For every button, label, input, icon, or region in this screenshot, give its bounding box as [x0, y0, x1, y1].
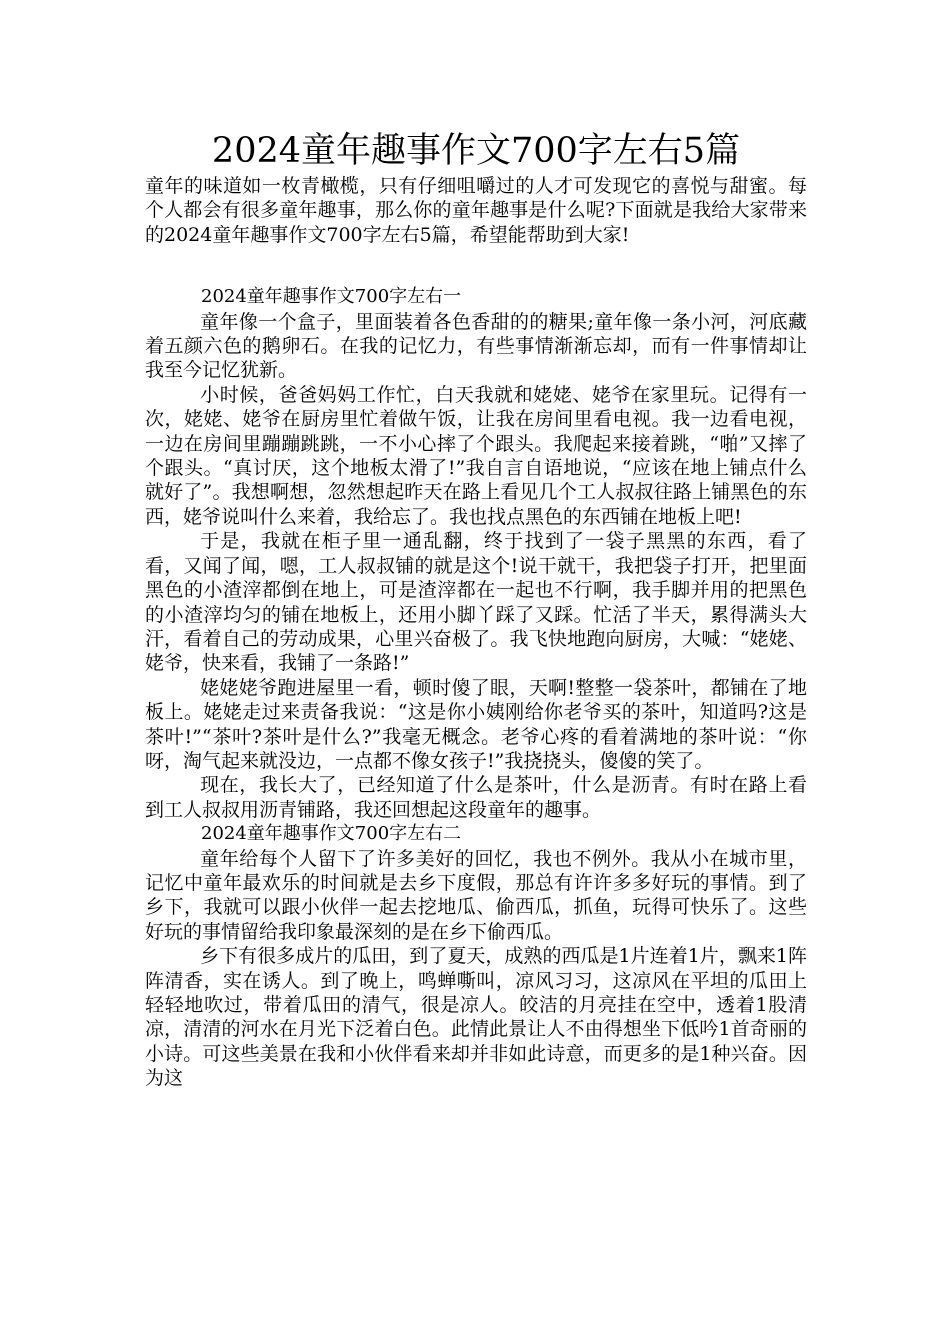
document-title: 2024童年趣事作文700字左右5篇	[211, 131, 741, 171]
paragraph: 于是，我就在柜子里一通乱翻，终于找到了一袋子黑黑的东西，看了看，又闻了闻，嗯，工人叔叔铺的就是这个!说干就干，我把袋子打开，把里面黑色的小渣滓都倒在地上，可是渣滓都在一起也不行啊，我手脚并用的把黑色的小渣滓均匀的铺在地板上，还用小脚丫踩了又踩。忙活了半天，累得满头大汗，看着自己的劳动成果，心里兴奋极了。我飞快地跑向厨房，大喊：“姥姥、姥爷，快来看，我铺了一条路!”	[145, 530, 807, 675]
section-1	[145, 285, 807, 822]
section-heading: 2024童年趣事作文700字左右二	[201, 823, 462, 845]
paragraph: 童年给每个人留下了许多美好的回忆，我也不例外。我从小在城市里，记忆中童年最欢乐的时间就是去乡下度假，那总有许许多多好玩的事情。到了乡下，我就可以跟小伙伴一起去挖地瓜、偷西瓜，抓鱼，玩得可快乐了。这些好玩的事情留给我印象最深刻的是在乡下偷西瓜。	[145, 847, 807, 943]
paragraph: 姥姥姥爷跑进屋里一看，顿时傻了眼，天啊!整整一袋茶叶，都铺在了地板上。姥姥走过来责备我说：“这是你小姨刚给你老爷买的茶叶，知道吗?这是茶叶!”“茶叶?茶叶是什么?”我毫无概念。老爷心疼的看着满地的茶叶说：“你呀，淘气起来就没边，一点都不像女孩子!”我挠挠头，傻傻的笑了。	[145, 676, 807, 772]
intro-paragraph: 童年的味道如一枚青橄榄，只有仔细咀嚼过的人才可发现它的喜悦与甜蜜。每个人都会有很多童年趣事，那么你的童年趣事是什么呢?下面就是我给大家带来的2024童年趣事作文700字左右5篇，希望能帮助到大家!	[145, 175, 807, 246]
paragraph: 小时候，爸爸妈妈工作忙，白天我就和姥姥、姥爷在家里玩。记得有一次，姥姥、姥爷在厨房里忙着做午饭，让我在房间里看电视。我一边看电视，一边在房间里蹦蹦跳跳，一不小心摔了个跟头。我爬起来接着跳，“啪”又摔了个跟头。“真讨厌，这个地板太滑了!”我自言自语地说，“应该在地上铺点什么就好了”。我想啊想，忽然想起昨天在路上看见几个工人叔叔往路上铺黑色的东西，姥爷说叫什么来着，我给忘了。我也找点黑色的东西铺在地板上吧!	[145, 383, 807, 528]
spacer	[145, 247, 807, 285]
section-heading: 2024童年趣事作文700字左右一	[201, 286, 462, 308]
document-page	[145, 128, 807, 1091]
paragraph: 乡下有很多成片的瓜田，到了夏天，成熟的西瓜是1片连着1片，飘来1阵阵清香，实在诱人。到了晚上，鸣蝉嘶叫，凉风习习，这凉风在平坦的瓜田上轻轻地吹过，带着瓜田的清气，很是凉人。皎洁的月亮挂在空中，透着1股清凉，清清的河水在月光下泛着白色。此情此景让人不由得想坐下低吟1首奇丽的小诗。可这些美景在我和小伙伴看来却并非如此诗意，而更多的是1种兴奋。因为这	[145, 945, 807, 1090]
section-2	[145, 822, 807, 1090]
paragraph: 现在，我长大了，已经知道了什么是茶叶，什么是沥青。有时在路上看到工人叔叔用沥青铺路，我还回想起这段童年的趣事。	[145, 774, 807, 821]
paragraph: 童年像一个盒子，里面装着各色香甜的的糖果;童年像一条小河，河底藏着五颜六色的鹅卵石。在我的记忆力，有些事情渐渐忘却，而有一件事情却让我至今记忆犹新。	[145, 310, 807, 382]
